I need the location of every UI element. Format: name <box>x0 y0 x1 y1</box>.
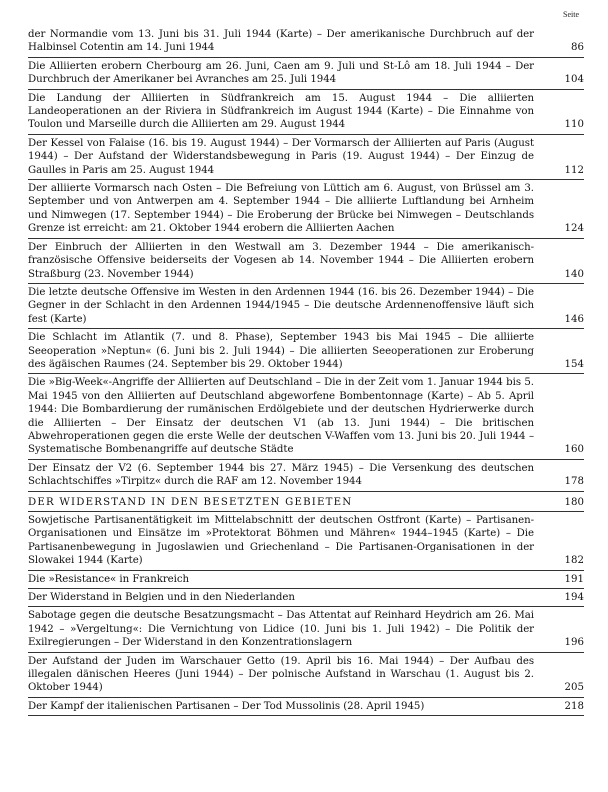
toc-entry-page: 194 <box>564 592 584 604</box>
toc-entry-text: Die letzte deutsche Offensive im Westen in den Ardennen 1944 (16. bis 26. Dezember 1944) – Die Gegner in der Schlacht in den Ardennen 1944/1945 – Die deutsche Ardennenoffensive läuft sich fest (Karte) <box>28 286 534 325</box>
toc-entry <box>28 607 584 652</box>
toc-entry-page: 124 <box>564 223 584 235</box>
toc-list <box>28 26 584 716</box>
toc-entry-text: Der Kampf der italienischen Partisanen – Der Tod Mussolinis (28. April 1945) <box>28 700 425 712</box>
toc-entry <box>28 374 584 459</box>
toc-entry-text: Die Alliierten erobern Cherbourg am 26. Juni, Caen am 9. Juli und St-Lô am 18. Juli 1944 – Der Durchbruch der Amerikaner bei Avranches am 25. Juli 1944 <box>28 60 534 86</box>
toc-entry <box>28 239 584 284</box>
toc-entry-text: Die »Resistance« in Frankreich <box>28 573 190 585</box>
toc-entry <box>28 329 584 374</box>
toc-entry <box>28 180 584 239</box>
toc-entry <box>28 284 584 329</box>
toc-entry <box>28 512 584 571</box>
toc-entry-page: 218 <box>564 700 584 712</box>
toc-entry-text: Der Kessel von Falaise (16. bis 19. August 1944) – Der Vormarsch der Alliierten auf Paris (August 1944) – Der Aufstand der Widerstandsbewegung in Paris (19. August 1944) – Der Einzug de Gaulles in Paris am 25. August 1944 <box>28 137 534 176</box>
toc-entry <box>28 653 584 698</box>
toc-entry <box>28 589 584 607</box>
section-title: DER WIDERSTAND IN DEN BESETZTEN GEBIETEN <box>28 496 353 508</box>
toc-entry-text: Der alliierte Vormarsch nach Osten – Die Befreiung von Lüttich am 6. August, von Brüssel am 3. September und von Antwerpen am 4. September 1944 – Die alliierte Luftlandung bei Arnheim und Nimwegen (17. September 1944) – Die Eroberung der Brücke bei Nimwegen – Deutschlands Grenze ist erreicht: am 21. Oktober 1944 erobern die Alliierten Aachen <box>28 183 534 235</box>
toc-entry-text: Der Einbruch der Alliierten in den Westwall am 3. Dezember 1944 – Die amerikanisch-französische Offensive beiderseits der Vogesen ab 14. November 1944 – Die Alliierten erobern Straßburg (23. November 1944) <box>28 241 534 280</box>
toc-entry <box>28 698 584 716</box>
toc-entry <box>28 90 584 135</box>
toc-entry-text: Die Schlacht im Atlantik (7. und 8. Phase), September 1943 bis Mai 1945 – Die alliierte Seeoperation »Neptun« (6. Juni bis 2. Juli 1944) – Die alliierten Seeoperationen zur Eroberung des ägäischen Raumes (24. September bis 29. Oktober 1944) <box>28 332 534 370</box>
toc-section-heading <box>28 492 584 512</box>
toc-entry-page: 110 <box>564 119 584 131</box>
toc-entry <box>28 460 584 492</box>
toc-entry <box>28 571 584 589</box>
toc-entry-page: 154 <box>564 358 584 370</box>
toc-entry-text: Der Aufstand der Juden im Warschauer Getto (19. April bis 16. Mai 1944) – Der Aufbau des illegalen dänischen Heeres (Juni 1944) – Der polnische Aufstand in Warschau (1. August bis 2. Oktober 1944) <box>28 655 534 694</box>
toc-entry-text: Der Widerstand in Belgien und in den Niederlanden <box>28 592 295 604</box>
toc-entry-page: 196 <box>564 637 584 649</box>
toc-entry <box>28 26 584 58</box>
toc-entry-text: Der Einsatz der V2 (6. September 1944 bis 27. März 1945) – Die Versenkung des deutschen Schlachtschiffes »Tirpitz« durch die RAF am 12. November 1944 <box>28 462 534 488</box>
toc-entry-page: 182 <box>564 555 584 567</box>
toc-entry-page: 178 <box>564 476 584 488</box>
toc-entry-text: Die »Big-Week«-Angriffe der Alliierten auf Deutschland – Die in der Zeit vom 1. Januar 1944 bis 5. Mai 1945 von den Alliierten auf Deutschland abgeworfene Bombentonnage (Karte) – Ab 5. April 1944: Die Bombardierung der rumänischen Erdölgebiete und der deutschen Hydrierwerke durch die Alliierten – Der Einsatz der deutschen V1 (ab 13. Juni 1944) – Die britischen Abwehroperationen gegen die erste Welle der deutschen V-Waffen vom 13. Juni bis 20. Juli 1944 – Systematische Bombenangriffe auf deutsche Städte <box>28 377 534 456</box>
toc-entry-page: 205 <box>564 682 584 694</box>
page-column-label: Seite <box>563 10 579 19</box>
toc-entry-page: 160 <box>564 444 584 456</box>
section-page: 180 <box>564 496 584 508</box>
toc-entry-page: 104 <box>564 74 584 86</box>
toc-entry <box>28 135 584 180</box>
toc-entry-text: Sowjetische Partisanentätigkeit im Mittelabschnitt der deutschen Ostfront (Karte) – Partisanen-Organisationen und Einsätze im »Protektorat Böhmen und Mähren« 1944–1945 (Karte) – Die Partisanenbewegung in Jugoslawien und Griechenland – Die Partisanen-Organisationen in der Slowakei 1944 (Karte) <box>28 515 534 567</box>
toc-entry-text: der Normandie vom 13. Juni bis 31. Juli 1944 (Karte) – Der amerikanische Durchbruch auf der Halbinsel Cotentin am 14. Juni 1944 <box>28 29 534 54</box>
toc-entry-page: 86 <box>571 42 584 54</box>
toc-entry-text: Die Landung der Alliierten in Südfrankreich am 15. August 1944 – Die alliierten Landeoperationen an der Riviera in Südfrankreich im August 1944 (Karte) – Die Einnahme von Toulon und Marseille durch die Alliierten am 29. August 1944 <box>28 92 534 131</box>
toc-entry-page: 146 <box>564 313 584 325</box>
toc-entry-page: 112 <box>564 164 584 176</box>
toc-entry-page: 140 <box>564 268 584 280</box>
toc-entry-page: 191 <box>564 573 584 585</box>
toc-entry-text: Sabotage gegen die deutsche Besatzungsmacht – Das Attentat auf Reinhard Heydrich am 26. Mai 1942 – »Vergeltung«: Die Vernichtung von Lidice (10. Juni bis 1. Juli 1942) – Die Politik der Exilregierungen – Der Widerstand in den Konzentrationslagern <box>28 610 534 649</box>
toc-entry <box>28 58 584 90</box>
